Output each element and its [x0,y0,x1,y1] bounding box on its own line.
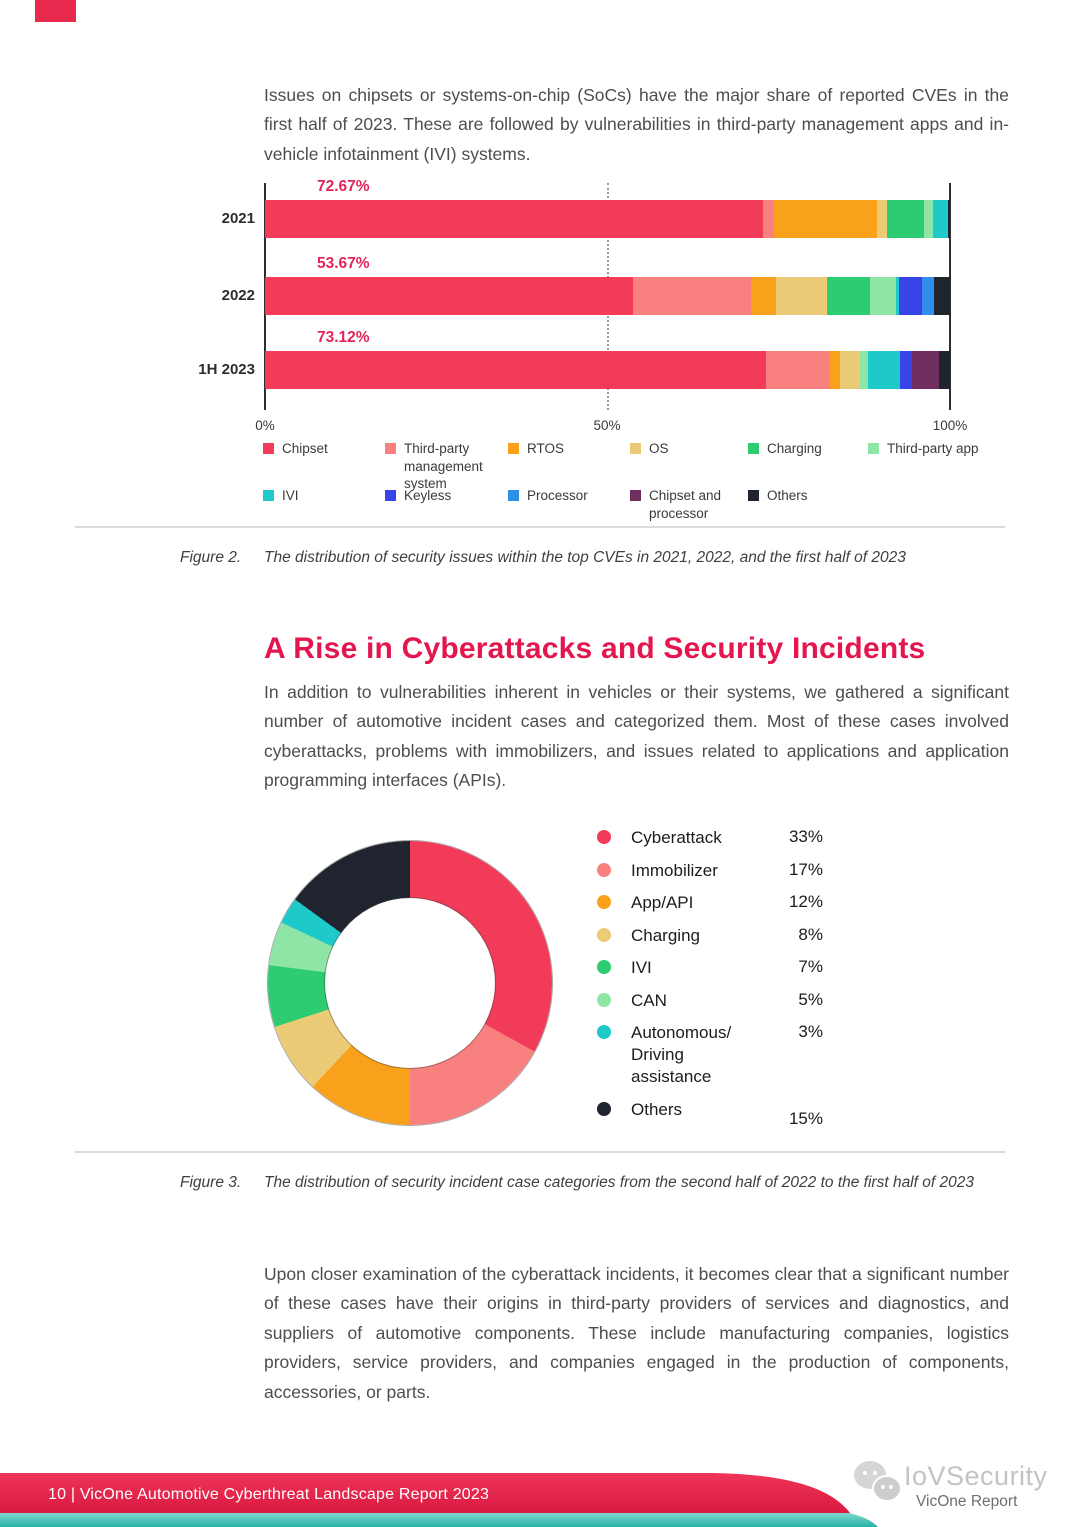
donut-legend-dot [597,1025,611,1039]
bar-segment [265,277,633,315]
bar-segment [774,200,877,238]
donut-legend-dot [597,993,611,1007]
legend-item [263,440,328,458]
legend-swatch [748,443,759,454]
section-title: A Rise in Cyberattacks and Security Incidents [264,632,926,666]
bar-segment [840,351,861,389]
legend-item [508,487,588,505]
legend-label: RTOS [527,441,565,456]
legend-swatch [263,443,274,454]
donut-legend-label: IVI [631,958,652,977]
donut-legend-label: CAN [631,991,667,1010]
figure3-text: The distribution of security incident case categories from the second half of 2022 to the first half of 2023 [264,1174,974,1191]
legend-swatch [508,490,519,501]
logo-title: IoVSecurity [904,1461,1048,1491]
donut-legend [595,820,823,1128]
iov-security-logo [848,1455,1058,1515]
figure3-caption [180,1171,1010,1195]
legend-swatch [748,490,759,501]
intro-paragraph: Issues on chipsets or systems-on-chip (SoCs) have the major share of reported CVEs in the first half of 2023. These are followed by vulnerabilities in third-party management apps and in-vehicle infotainment (IVI) systems. [264,84,1009,164]
legend-label: Third-party app [887,441,979,456]
donut-legend-label: Immobilizer [631,861,718,880]
stacked-bar [265,200,950,238]
legend-swatch [868,443,879,454]
x-axis-tick: 100% [932,418,968,433]
bar-segment [933,200,948,238]
bar-category-label: 2022 [221,287,255,304]
bar-segment [887,200,924,238]
bar-segment [922,277,934,315]
bar-segment [900,351,912,389]
bar-segment [870,277,896,315]
donut-legend-value: 8% [798,925,823,944]
donut-legend-value: 12% [788,892,823,911]
donut-legend-value: 17% [788,860,823,879]
bar-segment [830,351,840,389]
closing-paragraph: Upon closer examination of the cyberattack incidents, it becomes clear that a significant number of these cases have their origins in third-party providers of services and diagnostics, and suppliers of automotive components. These include manufacturing companies, logistics providers, service providers, and companies engaged in the production of components, accessories, or parts. [264,1263,1009,1402]
page-corner-marker [35,0,76,22]
legend-item [748,487,808,505]
stacked-bar [265,351,950,389]
legend-label: Chipset [282,441,328,456]
legend-label: Keyless [404,488,452,503]
bar-chart-legend [263,440,1008,530]
figure2-caption [180,546,1010,570]
legend-label: Third-party management system [404,441,483,491]
figure2-text: The distribution of security issues within the top CVEs in 2021, 2022, and the first half of 2023 [264,549,906,566]
legend-label: Charging [767,441,822,456]
legend-swatch [263,490,274,501]
donut-hole [325,898,495,1068]
logo-subtitle: VicOne Report [916,1493,1018,1510]
divider-line [75,1151,1005,1153]
legend-item [508,440,564,458]
donut-legend-label: Others [631,1100,683,1119]
donut-legend-value: 15% [788,1109,823,1128]
bar-segment [924,200,932,238]
legend-swatch [630,443,641,454]
stacked-bar-chart [198,178,968,433]
bar-segment [827,277,869,315]
bar-segment [939,351,950,389]
bar-segment [633,277,752,315]
bar-segment [860,351,868,389]
donut-legend-label: Cyberattack [631,828,722,847]
legend-label: OS [649,441,669,456]
donut-legend-value: 7% [798,957,823,976]
legend-swatch [385,490,396,501]
bar-segment [751,277,776,315]
bar-segment [934,277,950,315]
bar-segment [877,200,887,238]
legend-swatch [508,443,519,454]
legend-item [630,487,745,522]
legend-swatch [630,490,641,501]
figure2-label: Figure 2. [180,549,242,566]
bar-segment [265,200,763,238]
donut-legend-value: 33% [788,827,823,846]
legend-item [868,440,979,458]
x-axis-tick: 0% [255,418,275,433]
footer-page-line: 10 | VicOne Automotive Cyberthreat Landscape Report 2023 [48,1486,490,1503]
bar-segment [265,351,766,389]
bar-segment [868,351,900,389]
chat-bubble-icon [872,1475,902,1502]
donut-legend-dot [597,928,611,942]
donut-legend-value: 3% [798,1022,823,1041]
bar-segment [763,200,775,238]
bar-category-label: 1H 2023 [198,361,255,378]
donut-legend-dot [597,1102,611,1116]
donut-legend-label: Charging [631,926,700,945]
donut-legend-label: App/API [631,893,694,912]
x-axis-tick: 50% [593,418,621,433]
divider-line [75,526,1005,528]
donut-legend-dot [597,830,611,844]
stacked-bar [265,277,950,315]
legend-label: Processor [527,488,588,503]
legend-item [385,487,451,505]
legend-item [263,487,299,505]
bar-segment [766,351,830,389]
donut-legend-dot [597,895,611,909]
bar-category-label: 2021 [221,210,255,227]
bar-segment [948,200,950,238]
donut-legend-value: 5% [798,990,823,1009]
figure3-label: Figure 3. [180,1174,242,1191]
legend-label: IVI [282,488,299,503]
bar-value-label: 72.67% [317,178,370,195]
bar-value-label: 73.12% [317,329,370,346]
legend-item [385,440,500,493]
bar-segment [776,277,827,315]
legend-swatch [385,443,396,454]
legend-item [748,440,822,458]
legend-label: Chipset and processor [649,488,722,521]
bar-segment [899,277,922,315]
donut-legend-dot [597,863,611,877]
legend-label: Others [767,488,808,503]
bar-segment [912,351,939,389]
section-paragraph: In addition to vulnerabilities inherent in vehicles or their systems, we gathered a significant number of automotive incident cases and categorized them. Most of these cases involved cyberattacks, problems with immobilizers, and issues related to applications and application programming interfaces (APIs). [264,681,1009,790]
donut-legend-dot [597,960,611,974]
donut-legend-label: Autonomous/ Driving assistance [631,1023,732,1086]
bar-value-label: 53.67% [317,255,370,272]
legend-item [630,440,669,458]
